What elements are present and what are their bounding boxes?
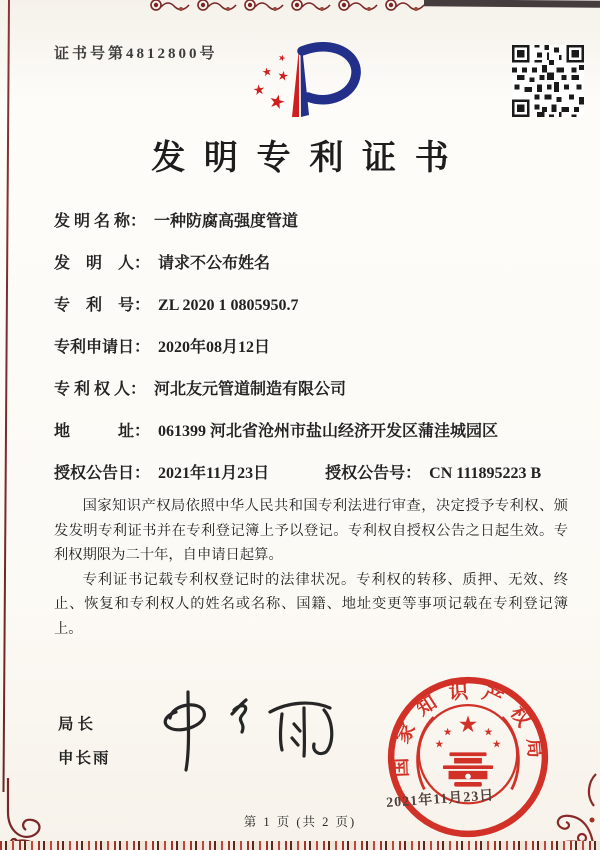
row-patentee xyxy=(54,381,574,399)
grant-number xyxy=(325,465,541,483)
field-value: 请求不公布姓名 xyxy=(158,255,271,272)
frame-top-band xyxy=(424,0,600,8)
grant-date xyxy=(54,465,269,483)
logo-stars xyxy=(253,54,289,110)
field-rows xyxy=(54,213,574,507)
field-value: 2021年11月23日 xyxy=(158,465,270,482)
seal-agency-text: 国家知识产权局 xyxy=(390,681,547,778)
certificate-number: 证书号第4812800号 xyxy=(54,46,218,62)
signature-script xyxy=(142,688,372,773)
field-value: ZL 2020 1 0805950.7 xyxy=(158,297,299,314)
field-value: 061399 河北省沧州市盐山经济开发区蒲洼城园区 xyxy=(158,423,499,440)
logo-wedge-red xyxy=(292,48,299,117)
page-indicator: 第 1 页 (共 2 页) xyxy=(243,815,357,829)
field-label: 专利申请日： xyxy=(54,339,151,356)
row-address xyxy=(54,423,574,441)
certificate-title: 发明专利证书 xyxy=(151,140,468,177)
field-label: 发 明 名 称： xyxy=(54,213,147,230)
row-filing-date xyxy=(54,339,574,357)
official-seal xyxy=(380,664,556,850)
logo-p-bowl xyxy=(302,47,356,100)
seal-national-emblem xyxy=(418,715,519,789)
legal-paragraph-2: 专利证书记载专利权登记时的法律状况。专利权的转移、质押、无效、终止、恢复和专利权人的姓名或名称、国籍、地址变更等事项记载在专利登记簿上。 xyxy=(54,571,568,637)
field-label: 专 利 号： xyxy=(54,297,151,314)
logo-wedge-blue xyxy=(301,48,310,117)
seal-date-stamp: 2021年11月23日 xyxy=(385,788,495,811)
frame-top-ornament xyxy=(148,0,433,13)
row-grant xyxy=(54,465,574,483)
legal-paragraph-1: 国家知识产权局依照中华人民共和国专利法进行审查，决定授予专利权、颁发发明专利证书并在专利登记簿上予以登记。专利权自授权公告之日起生效。专利权期限为二十年，自申请日起算。 xyxy=(54,498,568,564)
qr-code xyxy=(512,45,584,117)
legal-text xyxy=(54,494,568,641)
signer-name: 申长雨 xyxy=(58,750,111,767)
row-inventor xyxy=(54,255,574,273)
field-label: 授权公告日： xyxy=(54,465,151,482)
field-label: 授权公告号： xyxy=(325,465,422,482)
frame-left-line xyxy=(2,0,10,792)
field-value: CN 111895223 B xyxy=(429,465,542,482)
field-value: 一种防腐高强度管道 xyxy=(154,213,299,230)
field-value: 2020年08月12日 xyxy=(158,339,271,356)
field-label: 地 址： xyxy=(54,423,151,440)
signer-title: 局长 xyxy=(58,716,98,733)
field-label: 专 利 权 人： xyxy=(54,381,147,398)
row-patent-number xyxy=(54,297,574,315)
row-invention-name xyxy=(54,213,574,231)
cnipa-patent-logo xyxy=(246,42,361,122)
field-label: 发 明 人： xyxy=(54,255,151,272)
field-value: 河北友元管道制造有限公司 xyxy=(154,381,347,398)
